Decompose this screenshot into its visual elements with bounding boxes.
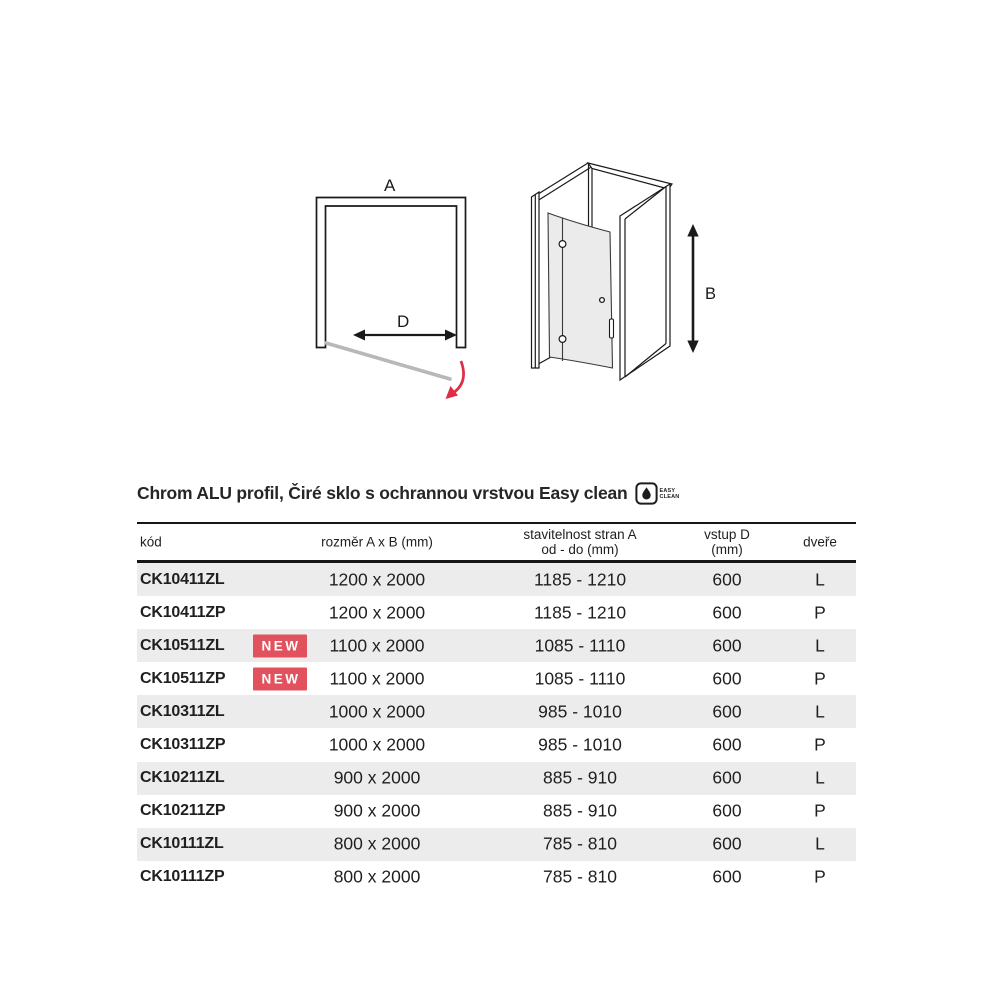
cell-stavitelnost: 785 - 810 xyxy=(543,833,617,854)
cell-vstup: 600 xyxy=(712,833,742,854)
cell-vstup: 600 xyxy=(712,800,742,821)
dimension-d-label: D xyxy=(397,312,410,331)
cell-rozmer: 800 x 2000 xyxy=(333,866,421,887)
cell-dvere: L xyxy=(815,569,825,590)
droplet-icon xyxy=(635,482,658,505)
cell-vstup: 600 xyxy=(712,866,742,887)
cell-stavitelnost: 1085 - 1110 xyxy=(534,635,626,656)
cell-rozmer: 800 x 2000 xyxy=(333,833,421,854)
table-row xyxy=(137,596,856,629)
door-frame-top-view-diagram xyxy=(280,150,500,410)
cell-dvere: L xyxy=(815,767,825,788)
cell-stavitelnost: 1085 - 1110 xyxy=(534,668,626,689)
cell-vstup: 600 xyxy=(712,701,742,722)
cell-rozmer: 900 x 2000 xyxy=(333,800,421,821)
cell-dvere: P xyxy=(814,602,826,623)
cell-vstup: 600 xyxy=(712,767,742,788)
table-row xyxy=(137,563,856,596)
table-row xyxy=(137,728,856,761)
open-door-line xyxy=(326,343,450,379)
cell-stavitelnost: 885 - 910 xyxy=(543,767,617,788)
new-badge: NEW xyxy=(253,634,307,657)
cell-vstup: 600 xyxy=(712,635,742,656)
cell-vstup: 600 xyxy=(712,668,742,689)
table-row xyxy=(137,828,856,861)
table-row xyxy=(137,662,856,695)
cell-kod: CK10311ZL xyxy=(140,702,225,720)
dimension-b-label: B xyxy=(705,285,717,303)
cell-kod: CK10511ZL xyxy=(140,636,225,654)
cell-rozmer: 1100 x 2000 xyxy=(329,635,425,656)
cell-dvere: L xyxy=(815,635,825,656)
cell-dvere: L xyxy=(815,701,825,722)
cell-kod: CK10111ZP xyxy=(140,868,225,886)
column-header-rozmer: rozměr A x B (mm) xyxy=(321,534,433,550)
cell-vstup: 600 xyxy=(712,602,742,623)
dimension-b-arrow xyxy=(687,224,698,353)
section-heading xyxy=(137,482,679,505)
cell-rozmer: 1200 x 2000 xyxy=(328,602,426,623)
cell-stavitelnost: 985 - 1010 xyxy=(538,734,622,755)
cell-rozmer: 900 x 2000 xyxy=(333,767,421,788)
cell-stavitelnost: 985 - 1010 xyxy=(538,701,622,722)
left-wall-top-inner xyxy=(538,168,591,201)
table-row xyxy=(137,629,856,662)
dimension-d-arrow xyxy=(353,330,457,341)
cell-kod: CK10211ZL xyxy=(140,769,225,787)
new-badge: NEW xyxy=(253,667,307,690)
table-row xyxy=(137,695,856,728)
dimension-a-label: A xyxy=(384,176,396,195)
cell-rozmer: 1100 x 2000 xyxy=(329,668,425,689)
cell-vstup: 600 xyxy=(712,734,742,755)
cell-stavitelnost: 1185 - 1210 xyxy=(533,602,627,623)
cell-vstup: 600 xyxy=(712,569,742,590)
column-header-kod: kód xyxy=(140,534,162,550)
cell-stavitelnost: 1185 - 1210 xyxy=(533,569,627,590)
cell-kod: CK10511ZP xyxy=(140,669,226,687)
cell-dvere: L xyxy=(815,833,825,854)
door-knob-icon xyxy=(600,298,605,303)
column-header-dvere: dveře xyxy=(803,534,837,550)
cell-stavitelnost: 885 - 910 xyxy=(543,800,617,821)
door-handle-bar xyxy=(610,319,614,338)
shower-door-perspective-diagram xyxy=(515,140,745,410)
cell-kod: CK10111ZL xyxy=(140,835,224,853)
product-spec-table xyxy=(137,522,856,894)
cell-kod: CK10411ZL xyxy=(140,570,225,588)
column-header-vstup: vstup D (mm) xyxy=(704,527,750,557)
cell-dvere: P xyxy=(814,800,826,821)
table-header-row xyxy=(137,522,856,563)
easy-clean-label: EASY CLEAN xyxy=(659,487,680,500)
left-wall-top-outer xyxy=(535,163,588,196)
cell-kod: CK10411ZP xyxy=(140,603,226,621)
table-row xyxy=(137,795,856,828)
easy-clean-badge xyxy=(635,482,680,505)
table-row xyxy=(137,762,856,795)
cell-rozmer: 1000 x 2000 xyxy=(328,734,426,755)
cell-stavitelnost: 785 - 810 xyxy=(543,866,617,887)
cell-kod: CK10311ZP xyxy=(140,736,226,754)
cell-rozmer: 1000 x 2000 xyxy=(328,701,426,722)
table-row xyxy=(137,861,856,894)
top-frame-bar xyxy=(588,163,672,189)
cell-kod: CK10211ZP xyxy=(140,802,226,820)
glass-door-panel xyxy=(548,213,613,368)
hinge-icon-top xyxy=(559,241,566,248)
cell-rozmer: 1200 x 2000 xyxy=(328,569,426,590)
hinge-icon-bottom xyxy=(559,336,566,343)
cell-dvere: P xyxy=(814,866,826,887)
table-body xyxy=(137,563,856,894)
page-title: Chrom ALU profil, Čiré sklo s ochrannou vrstvou Easy clean xyxy=(137,483,628,503)
cell-dvere: P xyxy=(814,668,826,689)
frame-outline xyxy=(317,198,466,348)
column-header-stavitelnost: stavitelnost stran A od - do (mm) xyxy=(523,527,637,557)
right-wall xyxy=(620,184,670,380)
cell-dvere: P xyxy=(814,734,826,755)
